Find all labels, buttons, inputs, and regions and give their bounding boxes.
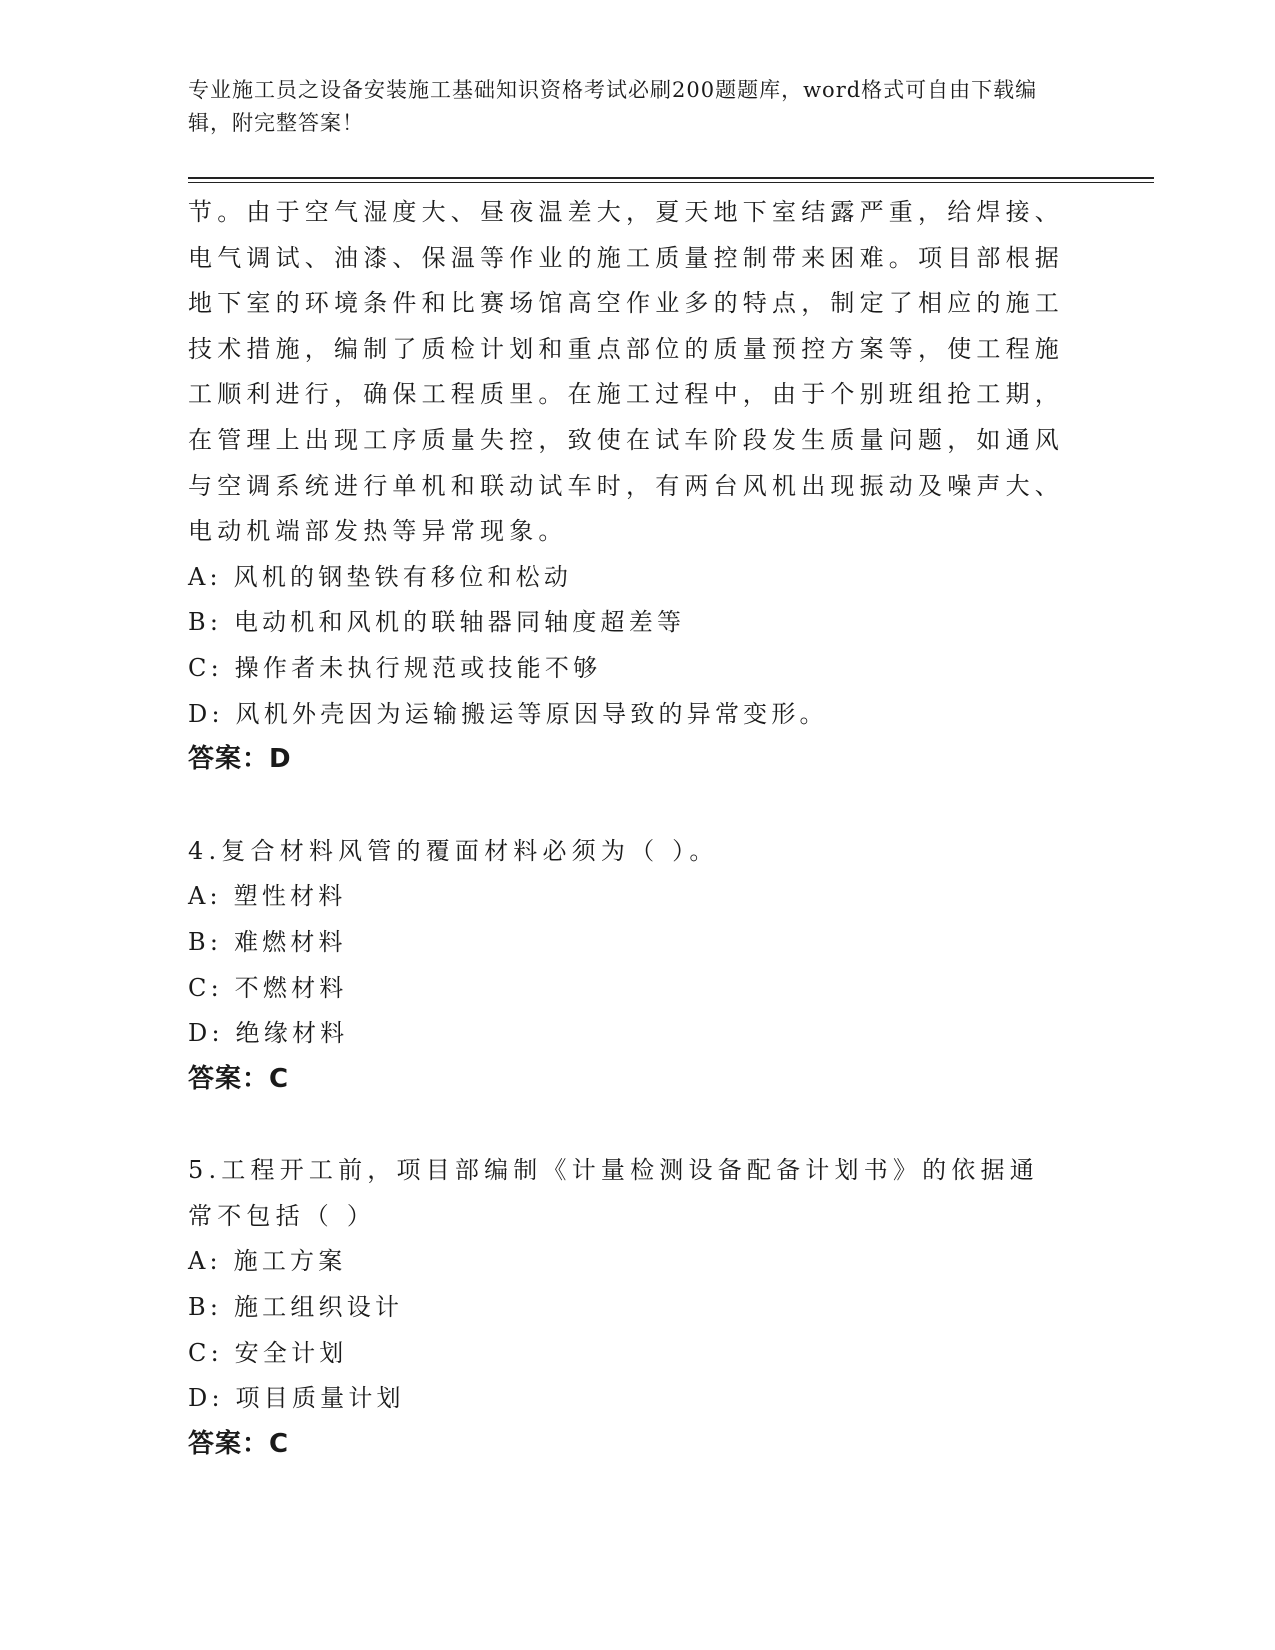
- question-4-title: 4.复合材料风管的覆面材料必须为（ ）。: [188, 836, 719, 865]
- question-4-option-d: D: 绝缘材料: [188, 1019, 349, 1048]
- question-3-answer: 答案：D: [188, 744, 292, 775]
- header-rule-thick: [188, 177, 1154, 179]
- question-5-title: 5.工程开工前，项目部编制《计量检测设备配备计划书》的依据通常不包括（ ）: [188, 1156, 1039, 1230]
- document-header: 专业施工员之设备安装施工基础知识资格考试必刷200题题库，word格式可自由下载编辑，附完整答案！: [188, 78, 1038, 135]
- question-3-option-b: B: 电动机和风机的联轴器同轴度超差等: [188, 608, 686, 637]
- question-3-option-c: C: 操作者未执行规范或技能不够: [188, 653, 602, 682]
- question-5-option-b: B: 施工组织设计: [188, 1293, 404, 1322]
- question-3-block: [188, 190, 1068, 783]
- question-3-option-d: D: 风机外壳因为运输搬运等原因导致的异常变形。: [188, 699, 828, 728]
- question-4-option-a: A: 塑性材料: [188, 882, 347, 911]
- question-3-option-a: A: 风机的钢垫铁有移位和松动: [188, 562, 573, 591]
- question-4-option-c: C: 不燃材料: [188, 973, 348, 1002]
- question-5-option-d: D: 项目质量计划: [188, 1384, 405, 1413]
- question-5-answer: 答案：C: [188, 1428, 290, 1459]
- header-rule-thin: [188, 182, 1154, 183]
- question-5-option-a: A: 施工方案: [188, 1247, 347, 1276]
- question-3-continuation: 节。由于空气湿度大、昼夜温差大，夏天地下室结露严重，给焊接、电气调试、油漆、保温等作业的施工质量控制带来困难。项目部根据地下室的环境条件和比赛场馆高空作业多的特点，制定了相应的施工技术措施，编制了质检计划和重点部位的质量预控方案等，使工程施工顺利进行，确保工程质里。在施工过程中，由于个别班组抢工期，在管理上出现工序质量失控，致使在试车阶段发生质量问题，如通风与空调系统进行单机和联动试车时，有两台风机出现振动及噪声大、电动机端部发热等异常现象。: [188, 198, 1064, 546]
- question-5-block: [188, 1148, 1068, 1467]
- question-4-answer: 答案：C: [188, 1063, 290, 1094]
- question-4-option-b: B: 难燃材料: [188, 927, 347, 956]
- question-5-option-c: C: 安全计划: [188, 1338, 348, 1367]
- question-4-block: [188, 829, 1068, 1103]
- document-body: [188, 190, 1068, 1467]
